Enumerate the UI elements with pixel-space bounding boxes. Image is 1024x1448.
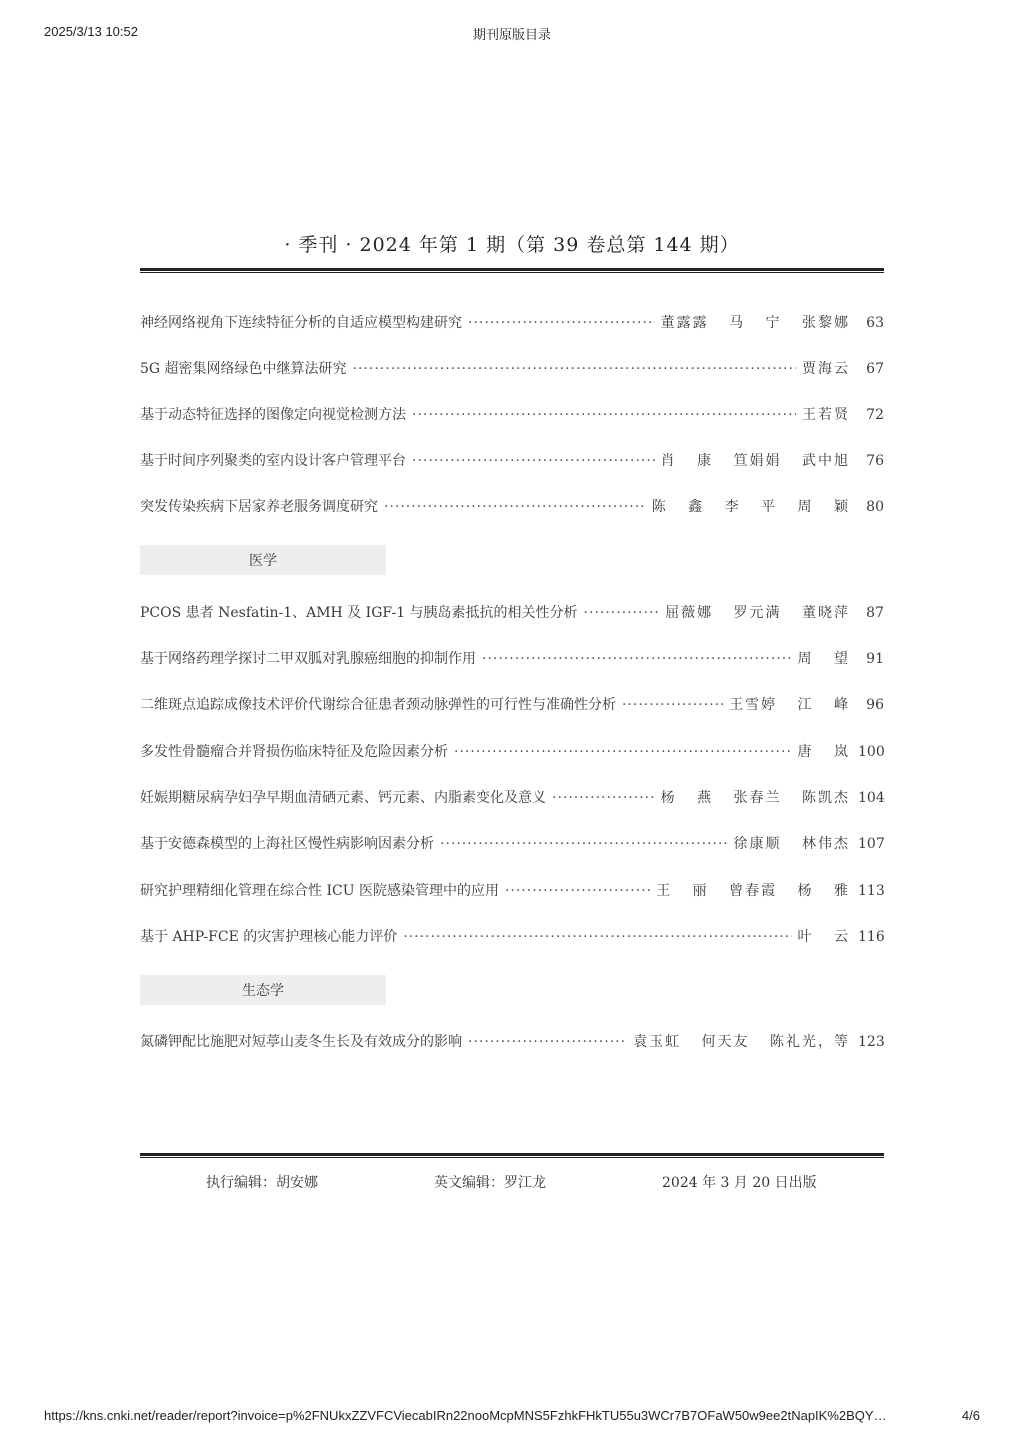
entry-page: 72 <box>866 407 884 423</box>
print-page-title: 期刊原版目录 <box>472 27 551 42</box>
entry-title: 基于安德森模型的上海社区慢性病影响因素分析 <box>140 836 434 852</box>
toc-entry[interactable] <box>140 880 884 902</box>
page-indicator: 4/6 <box>961 1408 980 1423</box>
entry-page: 76 <box>866 453 884 469</box>
dot-leader <box>412 453 655 469</box>
print-timestamp: 2025/3/13 10:52 <box>44 24 138 39</box>
entry-title: 5G 超密集网络绿色中继算法研究 <box>140 361 347 377</box>
toc-entry[interactable] <box>140 1031 884 1053</box>
entry-authors: 肖 康 笪娟娟 武中旭 <box>660 453 850 469</box>
entry-title: 二维斑点追踪成像技术评价代谢综合征患者颈动脉弹性的可行性与准确性分析 <box>140 697 616 713</box>
entry-authors: 唐 岚 <box>797 744 850 760</box>
dot-leader <box>468 1034 627 1050</box>
entry-authors: 王若贤 <box>802 407 850 423</box>
publish-date: 2024 年 3 月 20 日出版 <box>662 1175 817 1191</box>
entry-page: 100 <box>858 744 885 760</box>
toc-entry[interactable] <box>140 496 884 518</box>
dot-leader <box>584 605 660 621</box>
entry-authors: 王 丽 曾春霞 杨 雅 <box>656 883 850 899</box>
dot-leader <box>440 836 728 852</box>
toc-entry[interactable] <box>140 833 884 855</box>
executive-editor: 执行编辑：胡安娜 <box>206 1175 318 1191</box>
print-footer <box>44 1408 980 1428</box>
entry-authors: 王雪婷 江 峰 <box>729 697 850 713</box>
entry-title: 多发性骨髓瘤合并肾损伤临床特征及危险因素分析 <box>140 744 448 760</box>
dot-leader <box>454 744 792 760</box>
toc-entry[interactable] <box>140 741 884 763</box>
toc-entry[interactable] <box>140 787 884 809</box>
entry-page: 123 <box>858 1034 885 1050</box>
dot-leader <box>622 697 723 713</box>
page-url: https://kns.cnki.net/reader/report?invoice=p%2FNUkxZZVFCViecabIRn22nooMcpMNS5FzhkFHkTU55u3WCr7B7OFaW50w9ee2tNapIK%2BQY… <box>44 1408 887 1423</box>
entry-authors: 周 望 <box>797 651 850 667</box>
entry-authors: 陈 鑫 李 平 周 颖 <box>651 499 850 515</box>
toc-entry[interactable] <box>140 602 884 624</box>
entry-title: 神经网络视角下连续特征分析的自适应模型构建研究 <box>140 315 462 331</box>
entry-title: PCOS 患者 Nesfatin-1、AMH 及 IGF-1 与胰岛素抵抗的相关性分析 <box>140 605 578 621</box>
dot-leader <box>384 499 646 515</box>
dot-leader <box>353 361 796 377</box>
dot-leader <box>552 790 655 806</box>
entry-title: 研究护理精细化管理在综合性 ICU 医院感染管理中的应用 <box>140 883 499 899</box>
entry-page: 113 <box>858 883 885 899</box>
entry-authors: 屈薇娜 罗元满 董晓萍 <box>665 605 850 621</box>
entry-title: 基于动态特征选择的图像定向视觉检测方法 <box>140 407 406 423</box>
dot-leader <box>482 651 792 667</box>
entry-page: 116 <box>858 929 885 945</box>
entry-page: 87 <box>866 605 884 621</box>
entry-title: 妊娠期糖尿病孕妇孕早期血清硒元素、钙元素、内脂素变化及意义 <box>140 790 546 806</box>
dot-leader <box>505 883 650 899</box>
toc-entry[interactable] <box>140 926 884 948</box>
colophon <box>140 1172 884 1194</box>
entry-page: 80 <box>866 499 884 515</box>
dot-leader <box>468 315 655 331</box>
bottom-divider <box>140 1153 884 1158</box>
toc-entry[interactable] <box>140 450 884 472</box>
entry-page: 63 <box>866 315 884 331</box>
dot-leader <box>403 929 791 945</box>
entry-title: 突发传染疾病下居家养老服务调度研究 <box>140 499 378 515</box>
print-header <box>44 24 980 44</box>
english-editor: 英文编辑：罗江龙 <box>434 1175 546 1191</box>
entry-page: 91 <box>866 651 884 667</box>
entry-authors: 袁玉虹 何天友 陈礼光，等 <box>633 1034 850 1050</box>
toc-entry[interactable] <box>140 358 884 380</box>
entry-title: 基于 AHP-FCE 的灾害护理核心能力评价 <box>140 929 398 945</box>
entry-authors: 叶 云 <box>797 929 850 945</box>
entry-authors: 徐康顺 林伟杰 <box>733 836 850 852</box>
section-heading-medicine: 医学 <box>140 545 386 575</box>
entry-page: 96 <box>866 697 884 713</box>
entry-page: 104 <box>858 790 885 806</box>
entry-title: 基于网络药理学探讨二甲双胍对乳腺癌细胞的抑制作用 <box>140 651 476 667</box>
entry-page: 67 <box>866 361 884 377</box>
toc-entry[interactable] <box>140 648 884 670</box>
entry-authors: 董露露 马 宁 张黎娜 <box>660 315 850 331</box>
section-heading-ecology: 生态学 <box>140 975 386 1005</box>
toc-entry[interactable] <box>140 312 884 334</box>
entry-title: 氮磷钾配比施肥对短葶山麦冬生长及有效成分的影响 <box>140 1034 462 1050</box>
dot-leader <box>412 407 796 423</box>
entry-authors: 杨 燕 张春兰 陈凯杰 <box>660 790 850 806</box>
entry-title: 基于时间序列聚类的室内设计客户管理平台 <box>140 453 406 469</box>
toc-entry[interactable] <box>140 404 884 426</box>
toc-entry[interactable] <box>140 694 884 716</box>
issue-title: · 季刊 · 2024 年第 1 期（第 39 卷总第 144 期） <box>284 234 740 256</box>
entry-authors: 贾海云 <box>802 361 850 377</box>
top-divider <box>140 268 884 273</box>
entry-page: 107 <box>858 836 885 852</box>
